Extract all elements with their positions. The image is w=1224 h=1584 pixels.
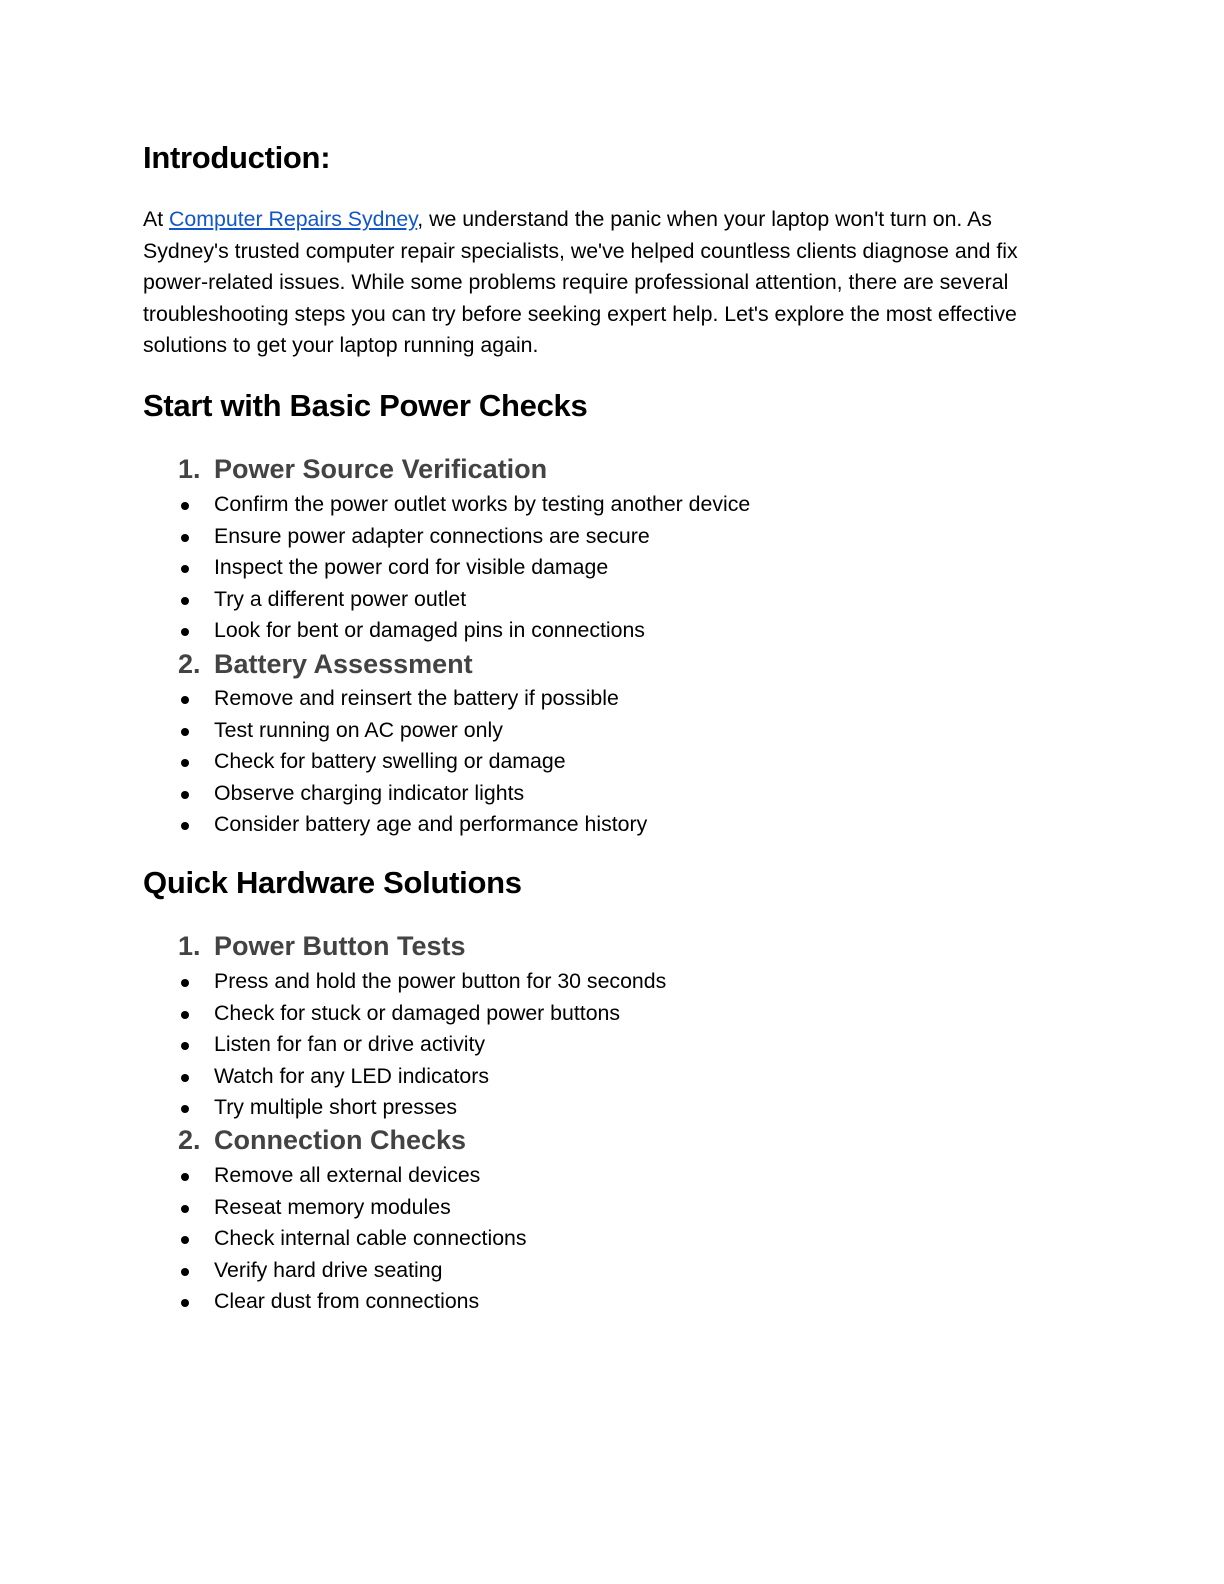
bullet-icon [181, 1042, 189, 1050]
list-item: Remove and reinsert the battery if possible [178, 683, 647, 715]
bullet-icon [181, 534, 189, 542]
bullet-icon [181, 1236, 189, 1244]
list-item: Watch for any LED indicators [178, 1061, 666, 1093]
bullet-icon [181, 979, 189, 987]
list-number: 1. [178, 931, 201, 961]
list-item: Confirm the power outlet works by testing another device [178, 489, 750, 521]
intro-body: , we understand the panic when your laptop won't turn on. As Sydney's trusted computer repair specialists, we've helped countless clients diagnose and fix power-related issues. While some problems require professional attention, there are several troubleshooting steps you can try before seeking expert help. Let's explore the most effective solutions to get your laptop running again. [143, 207, 1018, 357]
list-item: Look for bent or damaged pins in connections [178, 615, 750, 647]
list-item: Consider battery age and performance history [178, 809, 647, 841]
subheading-title: Power Button Tests [214, 931, 466, 961]
bullet-icon [181, 1205, 189, 1213]
list-number: 2. [178, 1125, 201, 1155]
bullet-icon [181, 791, 189, 799]
section-heading-quick-hardware-solutions: Quick Hardware Solutions [143, 865, 522, 900]
bullet-icon [181, 1268, 189, 1276]
list-item: Inspect the power cord for visible damage [178, 552, 750, 584]
bullet-list-battery [178, 683, 647, 841]
computer-repairs-sydney-link[interactable]: Computer Repairs Sydney [169, 207, 418, 231]
list-item: Check for battery swelling or damage [178, 746, 647, 778]
list-item: Ensure power adapter connections are secure [178, 521, 750, 553]
introduction-paragraph [143, 204, 1073, 362]
list-item: Check internal cable connections [178, 1223, 527, 1255]
list-item: Try multiple short presses [178, 1092, 666, 1124]
list-number: 2. [178, 649, 201, 679]
bullet-icon [181, 628, 189, 636]
list-item: Observe charging indicator lights [178, 778, 647, 810]
intro-prefix: At [143, 207, 170, 231]
subheading-title: Battery Assessment [214, 649, 473, 679]
subheading-power-source-verification [178, 453, 547, 485]
bullet-icon [181, 1011, 189, 1019]
list-item: Press and hold the power button for 30 seconds [178, 966, 666, 998]
list-item: Verify hard drive seating [178, 1255, 527, 1287]
bullet-icon [181, 597, 189, 605]
bullet-icon [181, 759, 189, 767]
bullet-icon [181, 1173, 189, 1181]
list-item: Listen for fan or drive activity [178, 1029, 666, 1061]
bullet-icon [181, 1299, 189, 1307]
list-item: Remove all external devices [178, 1160, 527, 1192]
bullet-icon [181, 696, 189, 704]
bullet-list-power-source [178, 489, 750, 647]
bullet-icon [181, 1105, 189, 1113]
subheading-title: Power Source Verification [214, 454, 548, 484]
list-item: Reseat memory modules [178, 1192, 527, 1224]
bullet-icon [181, 502, 189, 510]
introduction-heading: Introduction: [143, 140, 331, 175]
list-number: 1. [178, 454, 201, 484]
bullet-icon [181, 822, 189, 830]
list-item: Clear dust from connections [178, 1286, 527, 1318]
list-item: Check for stuck or damaged power buttons [178, 998, 666, 1030]
list-item: Try a different power outlet [178, 584, 750, 616]
subheading-power-button-tests [178, 930, 466, 962]
bullet-list-connection [178, 1160, 527, 1318]
bullet-icon [181, 728, 189, 736]
bullet-list-power-button [178, 966, 666, 1124]
subheading-title: Connection Checks [214, 1125, 467, 1155]
subheading-connection-checks [178, 1124, 466, 1156]
section-heading-basic-power-checks: Start with Basic Power Checks [143, 388, 588, 423]
list-item: Test running on AC power only [178, 715, 647, 747]
bullet-icon [181, 1074, 189, 1082]
subheading-battery-assessment [178, 648, 473, 680]
bullet-icon [181, 565, 189, 573]
